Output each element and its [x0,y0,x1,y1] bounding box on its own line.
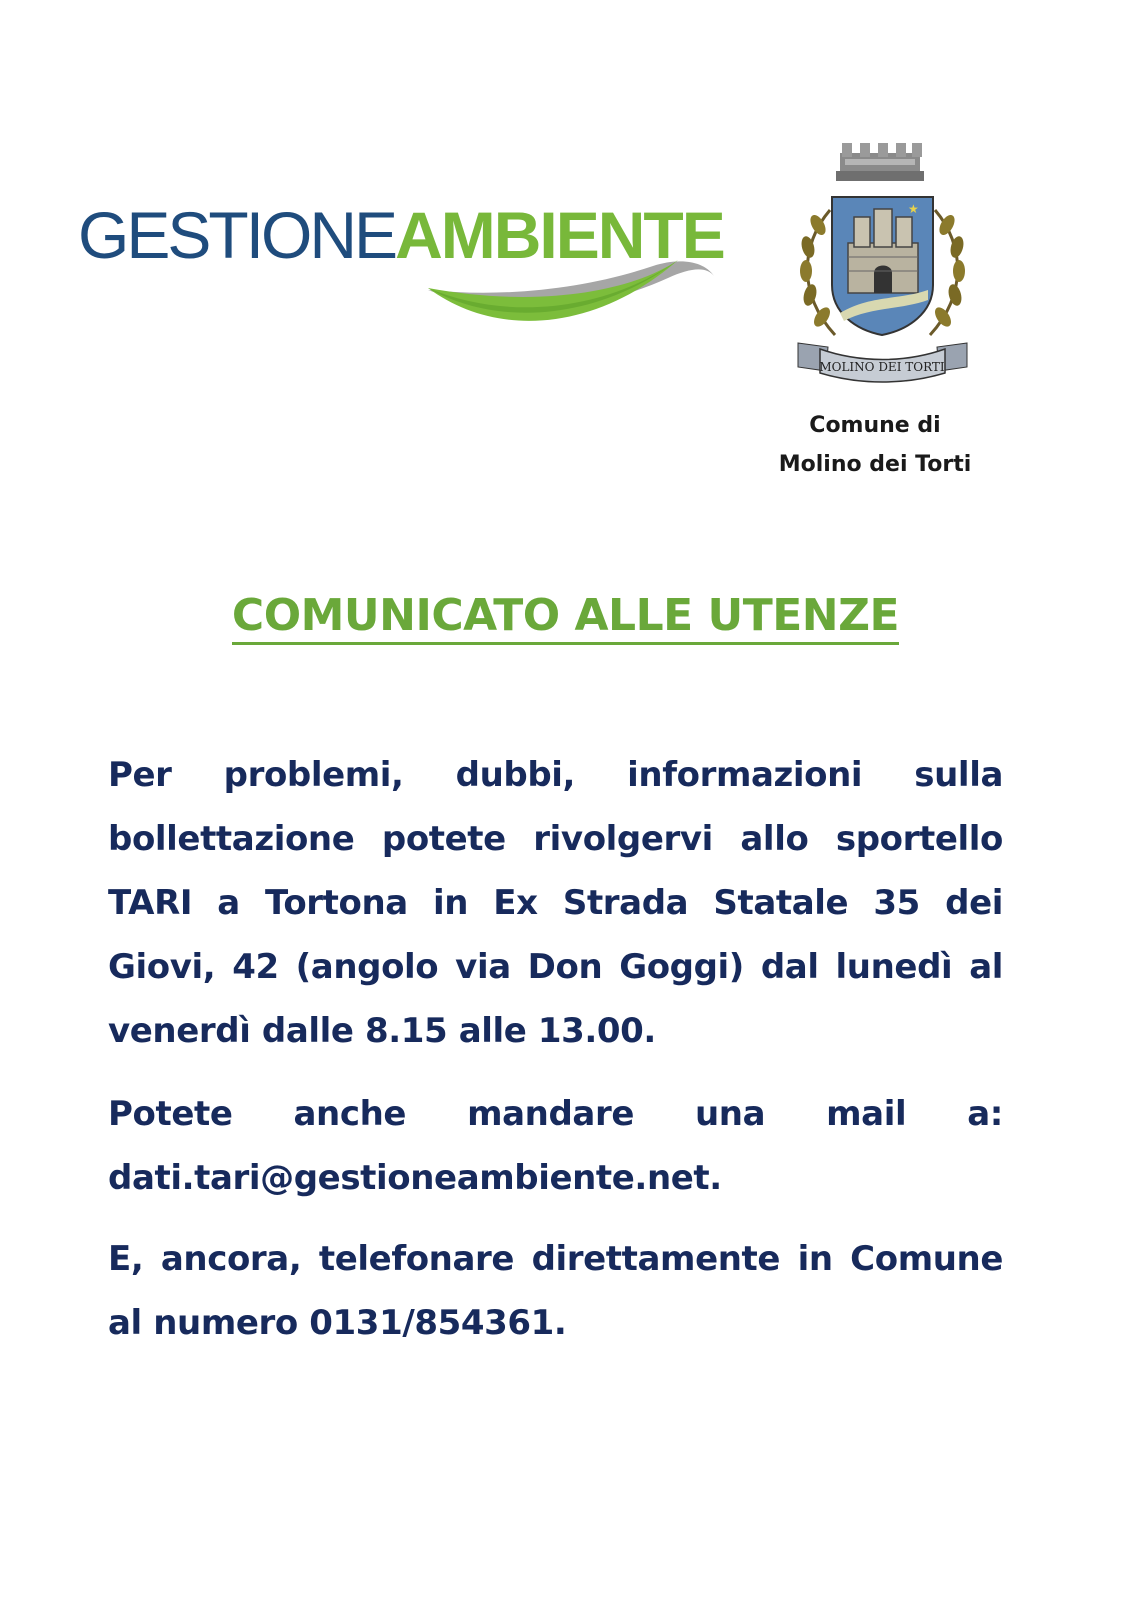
body-paragraph-mail: Potete anche mandare una mail a: dati.tari@gestioneambiente.net. [108,1094,1003,1198]
municipal-crest-icon [790,135,975,390]
crest-scroll-text: MOLINO DEI TORTI [819,360,945,374]
gestione-ambiente-logo [78,200,728,340]
svg-text:★: ★ [908,202,919,216]
body-paragraph-sportello: Per problemi, dubbi, informazioni sulla bollettazione potete rivolgervi allo sportello TARI a Tortona in Ex Strada Statale 35 dei Giovi, 42 (angolo via Don Goggi) dal lunedì al venerdì dalle 8.15 alle 13.00. [108,755,1003,1051]
page-title [0,588,1131,644]
logo-wordmark [78,200,724,270]
comune-caption [760,406,990,484]
body-paragraph-telefono: E, ancora, telefonare direttamente in Comune al numero 0131/854361. [108,1239,1003,1343]
logo-word-gestione: GESTIONE [78,198,396,272]
comune-line-2: Molino dei Torti [778,452,972,477]
page-title-text: COMUNICATO ALLE UTENZE [232,590,899,645]
logo-word-ambiente: AMBIENTE [395,198,724,272]
comune-line-1: Comune di [809,413,941,438]
